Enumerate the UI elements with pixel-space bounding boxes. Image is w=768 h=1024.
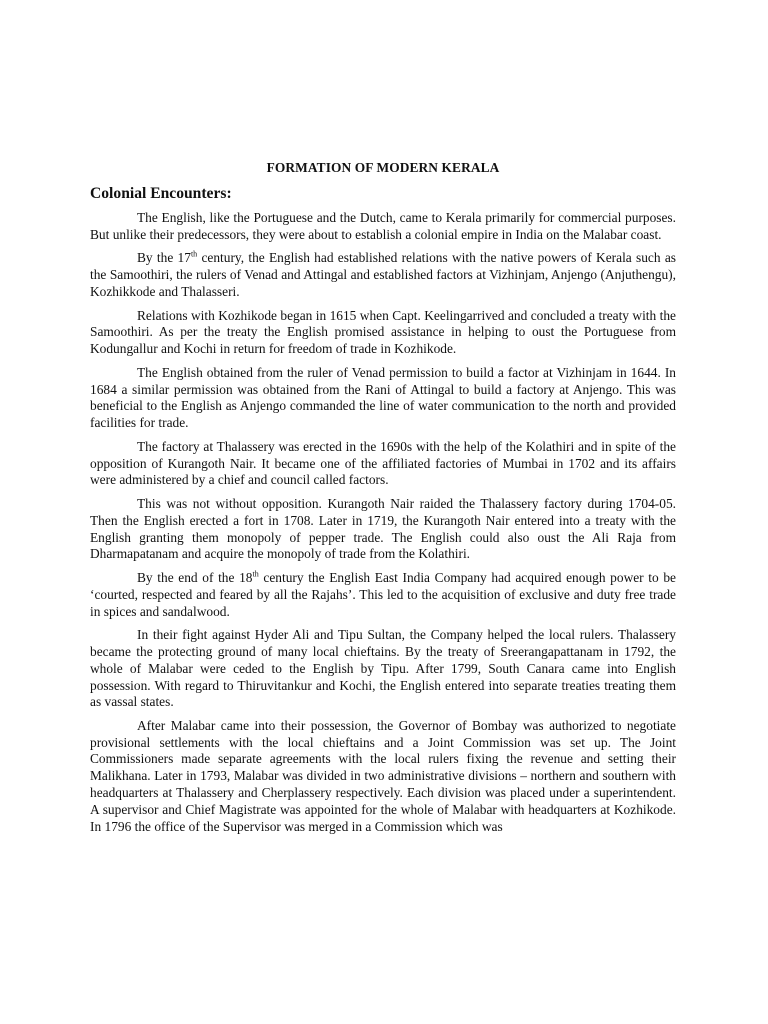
paragraph-7: By the end of the 18th century the English East India Company had acquired enough power to be ‘courted, respected and feared by all the Rajahs’. This led to the acquisition of exclusive and duty free trade in spices and sandalwood. [90, 569, 677, 619]
paragraph-5: The factory at Thalassery was erected in the 1690s with the help of the Kolathiri and in spite of the opposition of Kurangoth Nair. It became one of the affiliated factories of Mumbai in 1702 and its affairs were administered by a chief and council called factors. [90, 438, 676, 488]
paragraph-1: The English, like the Portuguese and the Dutch, came to Kerala primarily for commercial purposes. But unlike their predecessors, they were about to establish a colonial empire in India on the Malabar coast. [90, 210, 676, 242]
paragraph-6: This was not without opposition. Kurangoth Nair raided the Thalassery factory during 1704-05. Then the English erected a fort in 1708. Later in 1719, the Kurangoth Nair entered into a treaty with the English granting them monopoly of pepper trade. The English could also oust the Ali Raja from Dharmapatanam and acquire the monopoly of trade from the Kolathiri. [90, 495, 676, 562]
paragraph-2: By the 17th century, the English had established relations with the native powers of Kerala such as the Samoothiri, the rulers of Venad and Attingal and established factors at Vizhinjam, Anjengo (Anjuthengu), Kozhikkode and Thalasseri. [90, 249, 676, 299]
superscript-th: th [252, 569, 259, 579]
document-title: FORMATION OF MODERN KERALA [266, 160, 500, 175]
paragraph-3: Relations with Kozhikode began in 1615 when Capt. Keelingarrived and concluded a treaty with the Samoothiri. As per the treaty the English promised assistance in helping to oust the Portuguese from Kodungallur and Kochi in return for freedom of trade in Kozhikode. [90, 307, 676, 357]
paragraph-9: After Malabar came into their possession, the Governor of Bombay was authorized to negotiate provisional settlements with the local chieftains and a Joint Commission was set up. The Joint Commissioners made separate agreements with the local rulers fixing the revenue and setting their Malikhana. Later in 1793, Malabar was divided in two administrative divisions – northern and southern with headquarters at Thalassery and Cherplassery respectively. Each division was placed under a superintendent. A supervisor and Chief Magistrate was appointed for the whole of Malabar with headquarters at Kozhikode. In 1796 the office of the Supervisor was merged in a Commission which was [90, 717, 676, 834]
paragraph-8: In their fight against Hyder Ali and Tipu Sultan, the Company helped the local rulers. Thalassery became the protecting ground of many local chieftains. By the treaty of Sreerangapattanam in 1792, the whole of Malabar were ceded to the English by Tipu. After 1799, South Canara came into English possession. With regard to Thiruvitankur and Kochi, the English entered into separate treaties treating them as vassal states. [90, 627, 676, 710]
document-page [90, 160, 676, 842]
paragraph-4: The English obtained from the ruler of Venad permission to build a factor at Vizhinjam in 1644. In 1684 a similar permission was obtained from the Rani of Attingal to build a factory at Anjengo. This was beneficial to the English as Anjengo commanded the line of water communication to the north and provided facilities for trade. [90, 364, 676, 431]
section-heading: Colonial Encounters: [90, 185, 232, 202]
superscript-th: th [190, 249, 198, 259]
